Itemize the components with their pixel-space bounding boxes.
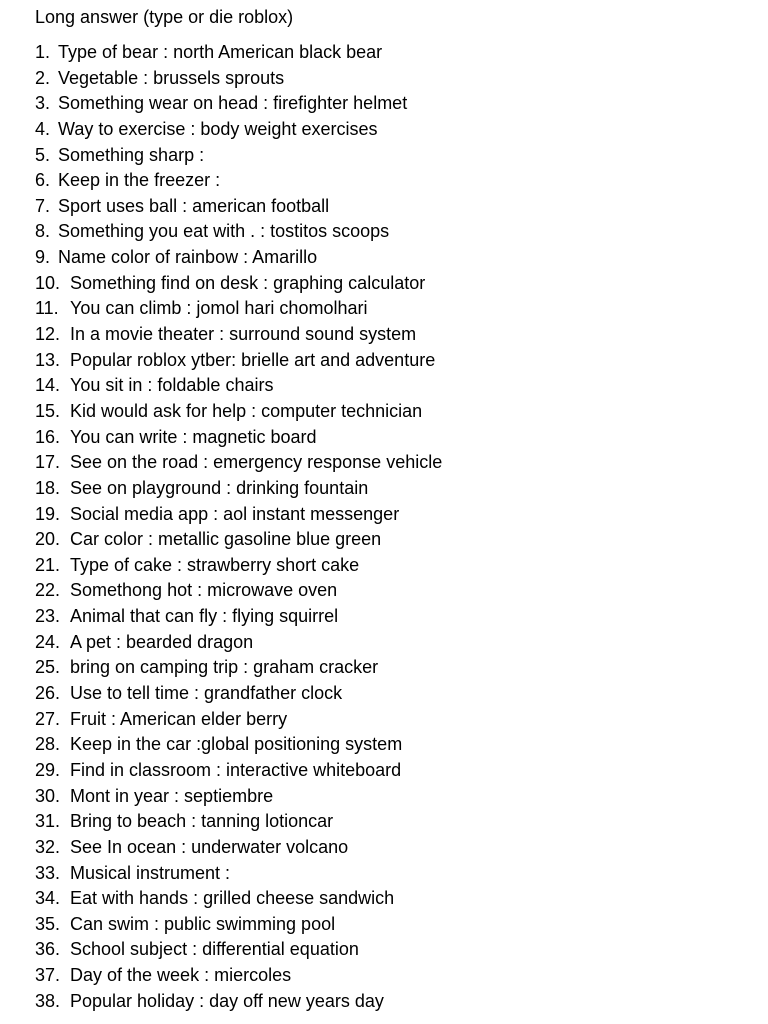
list-item-number: 36. (35, 939, 61, 960)
list-item-text: You can climb : jomol hari chomolhari (70, 298, 368, 319)
list-item-number: 5. (35, 144, 51, 165)
list-item (35, 143, 442, 169)
list-item-text: Sport uses ball : american football (58, 195, 330, 216)
list-item (35, 91, 442, 117)
list-item-number: 21. (35, 554, 61, 575)
list-item-number: 23. (35, 606, 61, 627)
list-item-number: 18. (35, 477, 61, 498)
list-item-text: School subject : differential equation (70, 939, 359, 960)
list-item-number: 38. (35, 990, 61, 1011)
list-item (35, 66, 442, 92)
list-item-text: Something you eat with . : tostitos scoops (58, 221, 390, 242)
list-item-text: Bring to beach : tanning lotioncar (70, 811, 334, 832)
list-item (35, 296, 442, 322)
list-item-number: 6. (35, 170, 51, 191)
list-item-text: Fruit : American elder berry (70, 708, 288, 729)
list-item-number: 4. (35, 118, 51, 139)
list-item (35, 989, 442, 1015)
list-item-number: 29. (35, 759, 61, 780)
list-item-text: Musical instrument : (70, 862, 231, 883)
list-item-text: Car color : metallic gasoline blue green (70, 529, 382, 550)
list-item-text: Day of the week : miercoles (70, 965, 292, 986)
list-item-text: Animal that can fly : flying squirrel (70, 606, 339, 627)
list-item-number: 22. (35, 580, 61, 601)
list-item-number: 2. (35, 67, 51, 88)
list-item (35, 194, 442, 220)
list-item (35, 937, 442, 963)
list-item-number: 17. (35, 452, 61, 473)
list-item-text: Popular roblox ytber: brielle art and adventure (70, 349, 436, 370)
list-item (35, 245, 442, 271)
list-item-text: Find in classroom : interactive whiteboard (70, 759, 402, 780)
list-item-number: 20. (35, 529, 61, 550)
list-item-text: Popular holiday : day off new years day (70, 990, 384, 1011)
list-item (35, 373, 442, 399)
list-item-text: Vegetable : brussels sprouts (58, 67, 285, 88)
list-item (35, 527, 442, 553)
list-item (35, 835, 442, 861)
list-item (35, 809, 442, 835)
list-item-text: Kid would ask for help : computer technician (70, 400, 423, 421)
list-item (35, 271, 442, 297)
list-item-number: 11. (35, 298, 59, 319)
list-item-number: 30. (35, 785, 61, 806)
list-item-number: 1. (35, 42, 51, 62)
list-item-number: 15. (35, 400, 61, 421)
list-item-number: 28. (35, 734, 61, 755)
list-item-text: Type of cake : strawberry short cake (70, 554, 360, 575)
list-item-number: 34. (35, 888, 61, 909)
list-item (35, 886, 442, 912)
list-item (35, 168, 442, 194)
list-item (35, 348, 442, 374)
list-item (35, 912, 442, 938)
list-item-text: See on the road : emergency response vehicle (70, 452, 443, 473)
list-item-text: Type of bear : north American black bear (58, 42, 383, 62)
list-item-number: 19. (35, 503, 61, 524)
list-item-number: 24. (35, 631, 61, 652)
list-item-number: 35. (35, 913, 61, 934)
document-heading: Long answer (type or die roblox) (35, 7, 294, 27)
list-item (35, 322, 442, 348)
list-item (35, 502, 442, 528)
list-item-text: Name color of rainbow : Amarillo (58, 247, 318, 268)
list-item-text: Something wear on head : firefighter helmet (58, 93, 408, 114)
list-item (35, 578, 442, 604)
list-item-number: 32. (35, 836, 61, 857)
list-item-number: 14. (35, 375, 61, 396)
list-item (35, 219, 442, 245)
list-item-text: Can swim : public swimming pool (70, 913, 336, 934)
list-item-text: bring on camping trip : graham cracker (70, 657, 379, 678)
list-item-number: 27. (35, 708, 61, 729)
list-item-number: 3. (35, 93, 51, 114)
list-item (35, 476, 442, 502)
list-item-text: Social media app : aol instant messenger (70, 503, 400, 524)
list-item-number: 16. (35, 426, 61, 447)
list-item (35, 784, 442, 810)
list-item-number: 10. (35, 272, 61, 293)
list-item (35, 604, 442, 630)
list-item (35, 399, 442, 425)
list-item-text: Somethong hot : microwave oven (70, 580, 338, 601)
list-item-text: In a movie theater : surround sound system (70, 324, 417, 345)
list-item-number: 37. (35, 965, 61, 986)
list-item (35, 450, 442, 476)
list-item-number: 12. (35, 324, 61, 345)
list-item-number: 26. (35, 683, 61, 704)
list-item (35, 553, 442, 579)
list-item (35, 861, 442, 887)
list-item-text: Something find on desk : graphing calculator (70, 272, 426, 293)
list-item-text: Keep in the freezer : (58, 170, 221, 191)
list-item (35, 425, 442, 451)
list-item (35, 707, 442, 733)
list-item (35, 655, 442, 681)
list-item-number: 13. (35, 349, 61, 370)
list-item-text: Keep in the car :global positioning system (70, 734, 403, 755)
list-item-text: Eat with hands : grilled cheese sandwich (70, 888, 395, 909)
list-item-number: 31. (35, 811, 61, 832)
list-item (35, 117, 442, 143)
list-item-text: See In ocean : underwater volcano (70, 836, 349, 857)
list-item-number: 25. (35, 657, 61, 678)
list-item (35, 758, 442, 784)
list-item (35, 681, 442, 707)
list-item (35, 963, 442, 989)
list-item (35, 40, 442, 66)
list-item-text: Use to tell time : grandfather clock (70, 683, 343, 704)
list-item (35, 630, 442, 656)
list-item-text: You can write : magnetic board (70, 426, 317, 447)
list-item-text: Mont in year : septiembre (70, 785, 274, 806)
list-item-text: You sit in : foldable chairs (70, 375, 274, 396)
list-item-text: See on playground : drinking fountain (70, 477, 369, 498)
answer-list (35, 40, 442, 1014)
list-item (35, 732, 442, 758)
list-item-text: Something sharp : (58, 144, 205, 165)
list-item-text: A pet : bearded dragon (70, 631, 254, 652)
list-item-number: 33. (35, 862, 61, 883)
list-item-text: Way to exercise : body weight exercises (58, 118, 378, 139)
list-item-number: 8. (35, 221, 51, 242)
list-item-number: 9. (35, 247, 51, 268)
list-item-number: 7. (35, 195, 51, 216)
